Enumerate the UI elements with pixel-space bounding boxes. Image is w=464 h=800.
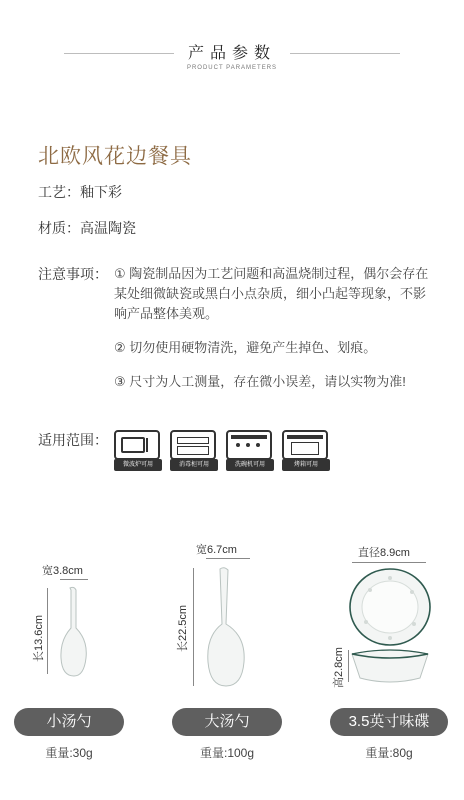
section-subtitle: PRODUCT PARAMETERS xyxy=(186,65,278,71)
large-spoon-image xyxy=(204,566,250,690)
usage-sterilizer xyxy=(170,430,218,470)
large-spoon-width: 宽6.7cm xyxy=(196,544,237,556)
note-2: ② 切勿使用硬物清洗，避免产生掉色、划痕。 xyxy=(114,340,377,355)
large-spoon-length-line xyxy=(193,568,194,686)
dish-diameter-line xyxy=(352,562,426,563)
dish-side-image xyxy=(350,648,430,686)
usage-dishwasher xyxy=(226,430,274,470)
section-title: 产品参数 xyxy=(187,45,276,62)
usage-oven-label: 烤箱可用 xyxy=(282,459,330,471)
usage-microwave xyxy=(114,430,162,470)
usage-microwave-label: 微波炉可用 xyxy=(114,459,162,471)
oven-icon xyxy=(282,430,328,460)
product-label-dish: 3.5英寸味碟 xyxy=(330,708,448,736)
small-spoon-weight: 重量:30g xyxy=(45,746,93,760)
small-spoon-width: 宽3.8cm xyxy=(42,565,83,577)
dish-diameter: 直径8.9cm xyxy=(358,547,410,559)
usage-sterilizer-label: 消毒柜可用 xyxy=(170,459,218,471)
product-name: 北欧风花边餐具 xyxy=(38,145,192,168)
usage-oven xyxy=(282,430,330,470)
product-label-small-spoon: 小汤勺 xyxy=(14,708,124,736)
dish-height: 高2.8cm xyxy=(333,647,345,688)
dish-top-image xyxy=(346,566,434,648)
note-3: ③ 尺寸为人工测量，存在微小误差，请以实物为准! xyxy=(114,374,406,389)
sterilizer-icon xyxy=(170,430,216,460)
large-spoon-length: 长22.5cm xyxy=(177,604,189,652)
microwave-icon xyxy=(114,430,160,460)
dish-height-line xyxy=(348,650,349,682)
small-spoon-length: 长13.6cm xyxy=(33,614,45,662)
material-text: 材质：高温陶瓷 xyxy=(38,220,136,236)
small-spoon-image xyxy=(56,586,92,678)
usage-label: 适用范围： xyxy=(38,432,108,448)
craft-text: 工艺：釉下彩 xyxy=(38,184,122,200)
usage-dishwasher-label: 洗碗机可用 xyxy=(226,459,274,471)
notes-label: 注意事项： xyxy=(38,266,108,282)
dishwasher-icon xyxy=(226,430,272,460)
note-1: ① 陶瓷制品因为工艺问题和高温烧制过程，偶尔会存在某处细微缺瓷或黑白小点杂质，细小凸起等现象，不影响产品整体美观。 xyxy=(114,266,429,321)
product-label-large-spoon: 大汤勺 xyxy=(172,708,282,736)
header-divider-right xyxy=(290,53,400,54)
small-spoon-length-line xyxy=(47,588,48,674)
dish-weight: 重量:80g xyxy=(365,746,413,760)
large-spoon-width-line xyxy=(206,558,250,559)
small-spoon-width-line xyxy=(60,579,88,580)
large-spoon-weight: 重量:100g xyxy=(199,746,255,760)
